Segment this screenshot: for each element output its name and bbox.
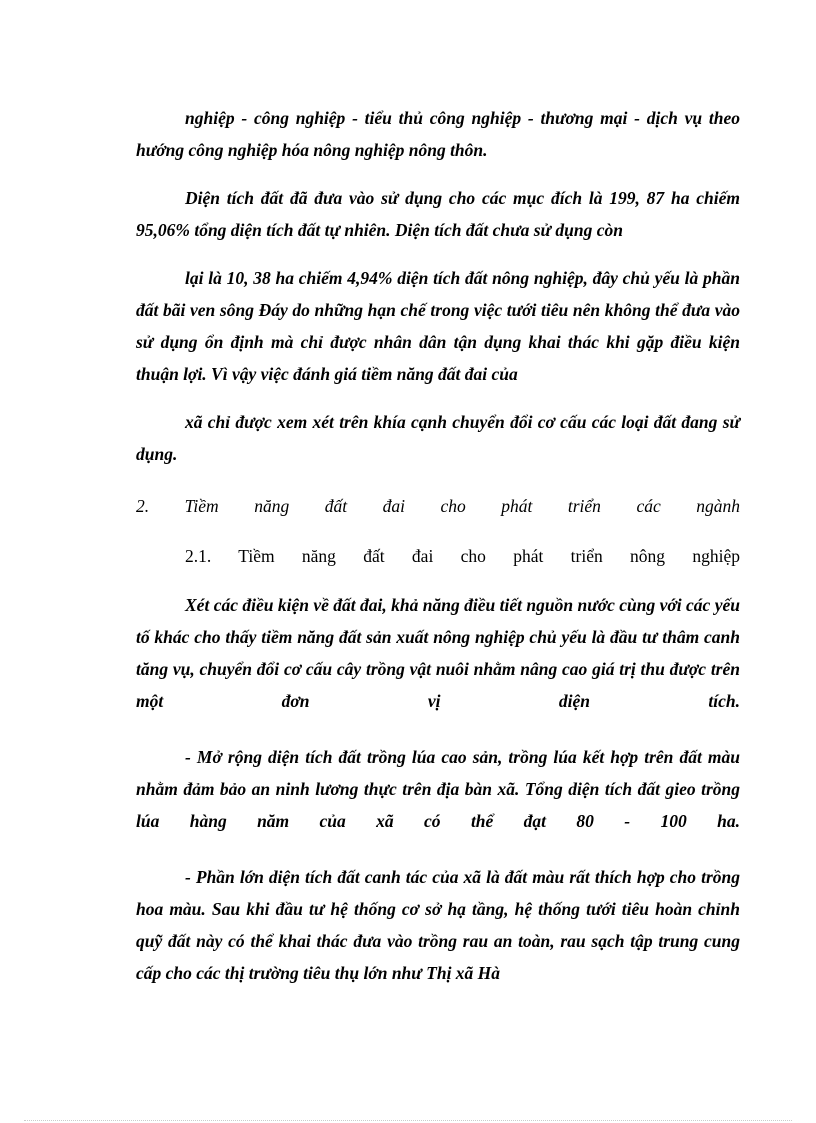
paragraph-land-in-use: Diện tích đất đã đưa vào sử dụng cho các mục đích là 199, 87 ha chiếm 95,06% tổng diện tích đất tự nhiên. Diện tích đất chưa sử dụng còn bbox=[136, 188, 740, 240]
section-heading-2-1: 2.1. Tiềm năng đất đai cho phát triển nông nghiệp bbox=[185, 545, 740, 566]
paragraph-vegetable-land: - Phần lớn diện tích đất canh tác của xã là đất màu rất thích hợp cho trồng hoa màu. Sau khi đầu tư hệ thống cơ sở hạ tầng, hệ thống tưới tiêu hoàn chỉnh quỹ đất này có thể khai thác đưa vào trồng rau an toàn, rau sạch tập trung cung cấp cho các thị trường tiêu thụ lớn như Thị xã Hà bbox=[136, 867, 740, 983]
paragraph-land-assessment-scope: xã chỉ được xem xét trên khía cạnh chuyển đổi cơ cấu các loại đất đang sử dụng. bbox=[136, 412, 740, 464]
paragraph-development-direction: nghiệp - công nghiệp - tiểu thủ công nghiệp - thương mại - dịch vụ theo hướng công nghiệp hóa nông nghiệp nông thôn. bbox=[136, 108, 740, 160]
paragraph-unused-land: lại là 10, 38 ha chiếm 4,94% diện tích đất nông nghiệp, đây chủ yếu là phần đất bãi ven sông Đáy do những hạn chế trong việc tưới tiêu nên không thể đưa vào sử dụng ổn định mà chỉ được nhân dân tận dụng khai thác khi gặp điều kiện thuận lợi. Vì vậy việc đánh giá tiềm năng đất đai của bbox=[136, 268, 740, 384]
page-bottom-divider bbox=[24, 1120, 792, 1121]
paragraph-rice-expansion: - Mở rộng diện tích đất trồng lúa cao sản, trồng lúa kết hợp trên đất màu nhằm đảm bảo an ninh lương thực trên địa bàn xã. Tổng diện tích đất gieo trồng lúa hàng năm của xã có thể đạt 80 - 100 ha. bbox=[136, 747, 740, 831]
paragraph-agricultural-potential: Xét các điều kiện về đất đai, khả năng điều tiết nguồn nước cùng với các yếu tố khác cho thấy tiềm năng đất sản xuất nông nghiệp chủ yếu là đầu tư thâm canh tăng vụ, chuyển đổi cơ cấu cây trồng vật nuôi nhằm nâng cao giá trị thu được trên một đơn vị diện tích. bbox=[136, 595, 740, 711]
document-page bbox=[136, 102, 740, 989]
section-heading-2: 2. Tiềm năng đất đai cho phát triển các ngành bbox=[136, 496, 740, 516]
